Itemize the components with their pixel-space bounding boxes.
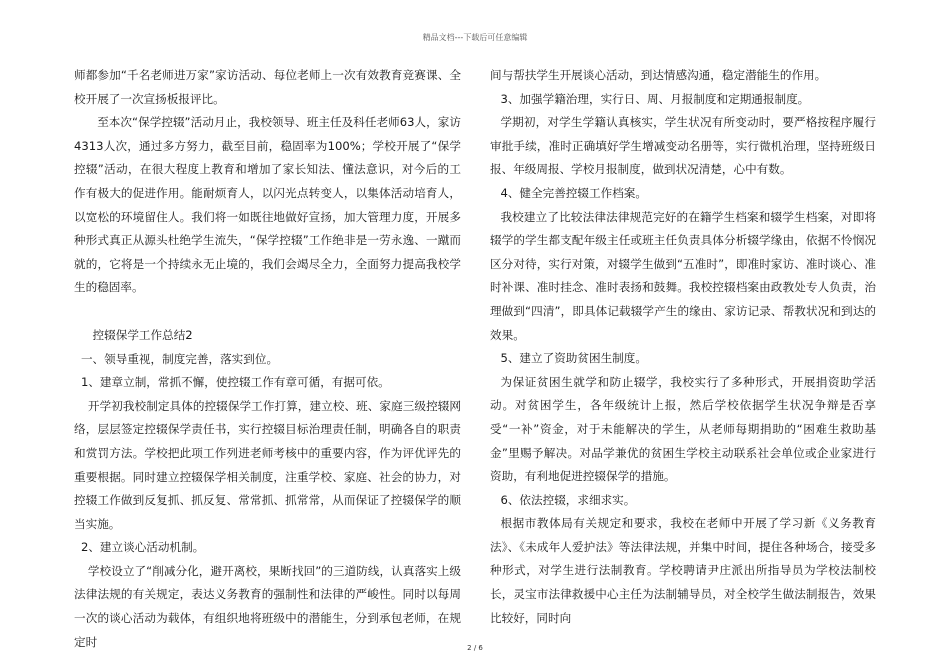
paragraph: 为保证贫困生就学和防止辍学，我校实行了多种形式，开展捐资助学活动。对贫困学生，各年级统计上报，然后学校依据学生状况争辩是否享受“一补”资金，对于未能解决的学生，从老师每期捐助的“困难生救助基金”里赐予解决。对品学兼优的贫困生学校主动联系社会单位或企业家进行资助，有利地促进控辍保学的措施。: [490, 374, 876, 484]
page-number: 2 / 6: [467, 644, 483, 652]
right-column: [490, 64, 876, 630]
paragraph: 间与帮扶学生开展谈心活动，到达情感沟通，稳定潜能生的作用。: [490, 68, 827, 82]
spacer: [74, 300, 461, 324]
page-header: 精品文档---下载后可任意编辑: [422, 33, 528, 42]
paragraph: 学期初，对学生学籍认真核实，学生状况有所变动时，要严格按程序履行审批手续，准时正确填好学生增减变动名册等，实行微机治理，坚持班级日报、年级周报、学校月报制度，做到状况清楚，心中有数。: [490, 115, 876, 177]
paragraph: 学校设立了“削减分化，避开离校，果断找回”的三道防线，认真落实上级法律法规的有关规定，表达义务教育的强制性和法律的严峻性。同时以每周一次的谈心活动为载体，有组织地将班级中的潜能生，分到承包老师，在规定时: [74, 563, 461, 649]
paragraph: 开学初我校制定具体的控辍保学工作打算，建立校、班、家庭三级控辍网络，层层签定控辍保学责任书，实行控辍目标治理责任制，明确各自的职责和赏罚方法。学校把此项工作列进老师考核中的重要内容，作为评优评先的重要根据。同时建立控辍保学相关制度，注重学校、家庭、社会的协力，对控辍工作做到反复抓、抓反复、常常抓、抓常常，从而保证了控辍保学的顺当实施。: [74, 398, 461, 531]
subheading: 5、建立了资助贫困生制度。: [500, 351, 647, 366]
subheading: 1、建章立制，常抓不懈，使控辍工作有章可循，有据可依。: [80, 375, 390, 390]
paragraph: 至本次“保学控辍”活动月止，我校领导、班主任及科任老师63人，家访4313人次，通过多方努力，截至目前，稳固率为100%；学校开展了“保学控辍”活动，在很大程度上教育和增加了家长知法、懂法意识，对今后的工作有极大的促进作用。能耐烦育人，以闪光点转变人，以集体活动培育人，以宽松的环境留住人。我们将一如既往地做好宣扬，加大管理力度，开展多种形式真正从源头杜绝学生流失，“保学控辍”工作绝非是一劳永逸、一蹴而就的，它将是一个持续永无止境的，我们会竭尽全力，全面努力提高我校学生的稳固率。: [74, 115, 461, 295]
subheading: 2、建立谈心活动机制。: [80, 540, 205, 555]
subheading: 4、健全完善控辍工作档案。: [500, 185, 647, 200]
paragraph: 师都参加“千名老师进万家”家访活动、每位老师上一次有效教育竞赛课、全校开展了一次宣扬板报评比。: [74, 68, 461, 106]
paragraph: 根据市教体局有关规定和要求，我校在老师中开展了学习新《义务教育法》、《未成年人爱护法》等法律法规，并集中时间，提住各种场合，接受多种形式，对学生进行法制教育。学校聘请尹庄派出所指导员为学校法制校长，灵宝市法律救援中心主任为法制辅导员，对全校学生做法制报告，效果比较好，同时向: [490, 516, 876, 625]
paragraph: 我校建立了比较法律法律规范完好的在籍学生档案和辍学生档案，对即将辍学的学生都支配年级主任或班主任负责具体分析辍学缘由，依据不怜悯况区分对待，实行对策，对辍学生做到“五准时”，即准时家访、准时谈心、准时补课、准时挂念、准时表扬和鼓舞。我校控辍档案由政教处专人负责，治理做到“四清”，即具体记载辍学产生的缘由、家访记录、帮教状况和到达的效果。: [490, 209, 876, 342]
subheading: 6、依法控辍，求细求实。: [500, 492, 636, 507]
heading: 一、领导重视，制度完善，落实到位。: [80, 351, 279, 366]
section-title: 控辍保学工作总结2: [92, 327, 193, 342]
subheading: 3、加强学籍治理，实行日、周、月报制度和定期通报制度。: [500, 91, 810, 106]
left-column: [74, 64, 461, 654]
